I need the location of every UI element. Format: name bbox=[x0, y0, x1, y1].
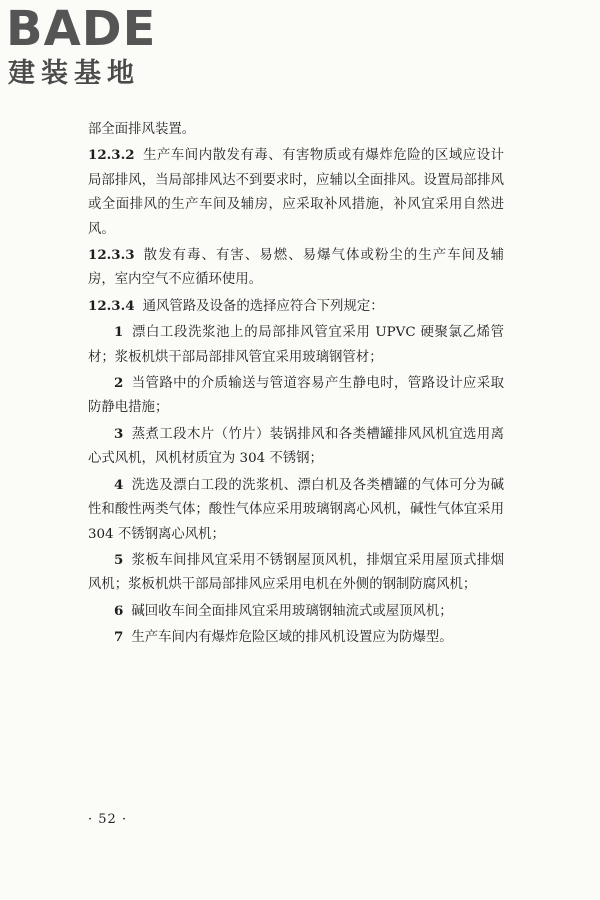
item-number: 7 bbox=[114, 629, 124, 646]
clause-12-3-4 bbox=[88, 294, 504, 319]
item-number: 2 bbox=[114, 375, 124, 392]
item-text: 漂白工段洗浆池上的局部排风管宜采用 UPVC 硬聚氯乙烯管材；浆板机烘干部局部排风管宜采用玻璃钢管材； bbox=[88, 325, 504, 365]
item-text: 当管路中的介质输送与管道容易产生静电时，管路设计应采取防静电措施； bbox=[88, 376, 504, 416]
item-text: 洗选及漂白工段的洗浆机、漂白机及各类槽罐的气体可分为碱性和酸性两类气体；酸性气体应采用玻璃钢离心风机，碱性气体宜采用 304 不锈钢离心风机； bbox=[88, 477, 504, 542]
item-text: 蒸煮工段木片（竹片）装锅排风和各类槽罐排风风机宜选用离心式风机，风机材质宜为 304 不锈钢； bbox=[88, 426, 504, 467]
list-item bbox=[88, 599, 504, 624]
list-item bbox=[88, 473, 504, 547]
clause-number: 12.3.4 bbox=[88, 297, 135, 314]
item-number: 5 bbox=[114, 551, 124, 568]
clause-12-3-2 bbox=[88, 143, 504, 242]
item-text: 碱回收车间全面排风宜采用玻璃钢轴流式或屋顶风机； bbox=[131, 603, 453, 619]
item-number: 3 bbox=[114, 425, 124, 442]
item-number: 1 bbox=[114, 324, 124, 341]
list-item bbox=[88, 422, 504, 472]
list-item bbox=[88, 320, 504, 370]
item-number: 6 bbox=[114, 602, 124, 619]
clause-text: 散发有毒、有害、易燃、易爆气体或粉尘的生产车间及辅房，室内空气不应循环使用。 bbox=[88, 248, 504, 288]
item-number: 4 bbox=[114, 476, 124, 493]
list-item bbox=[88, 625, 504, 650]
item-text: 浆板车间排风宜采用不锈钢屋顶风机，排烟宜采用屋顶式排烟风机；浆板机烘干部局部排风应采用电机在外侧的钢制防腐风机； bbox=[88, 552, 504, 593]
page-number: · 52 · bbox=[88, 812, 128, 827]
list-item bbox=[88, 548, 504, 598]
clause-number: 12.3.3 bbox=[88, 247, 135, 264]
list-item bbox=[88, 371, 504, 421]
logo-wordmark: BADE bbox=[6, 1, 157, 57]
item-text: 生产车间内有爆炸危险区域的排风机设置应为防爆型。 bbox=[131, 630, 453, 646]
logo-subtitle: 建装基地 bbox=[8, 58, 140, 89]
document-body bbox=[88, 118, 504, 652]
clause-number: 12.3.2 bbox=[88, 147, 135, 164]
lead-paragraph: 部全面排风装置。 bbox=[88, 122, 196, 137]
clause-text: 生产车间内散发有毒、有害物质或有爆炸危险的区域应设计局部排风，当局部排风达不到要求时，应辅以全面排风。设置局部排风或全面排风的生产车间及辅房，应采取补风措施，补风宜采用自然进风。 bbox=[88, 148, 504, 237]
clause-text: 通风管路及设备的选择应符合下列规定： bbox=[142, 298, 384, 314]
clause-12-3-3 bbox=[88, 243, 504, 293]
brand-logo bbox=[6, 2, 176, 94]
